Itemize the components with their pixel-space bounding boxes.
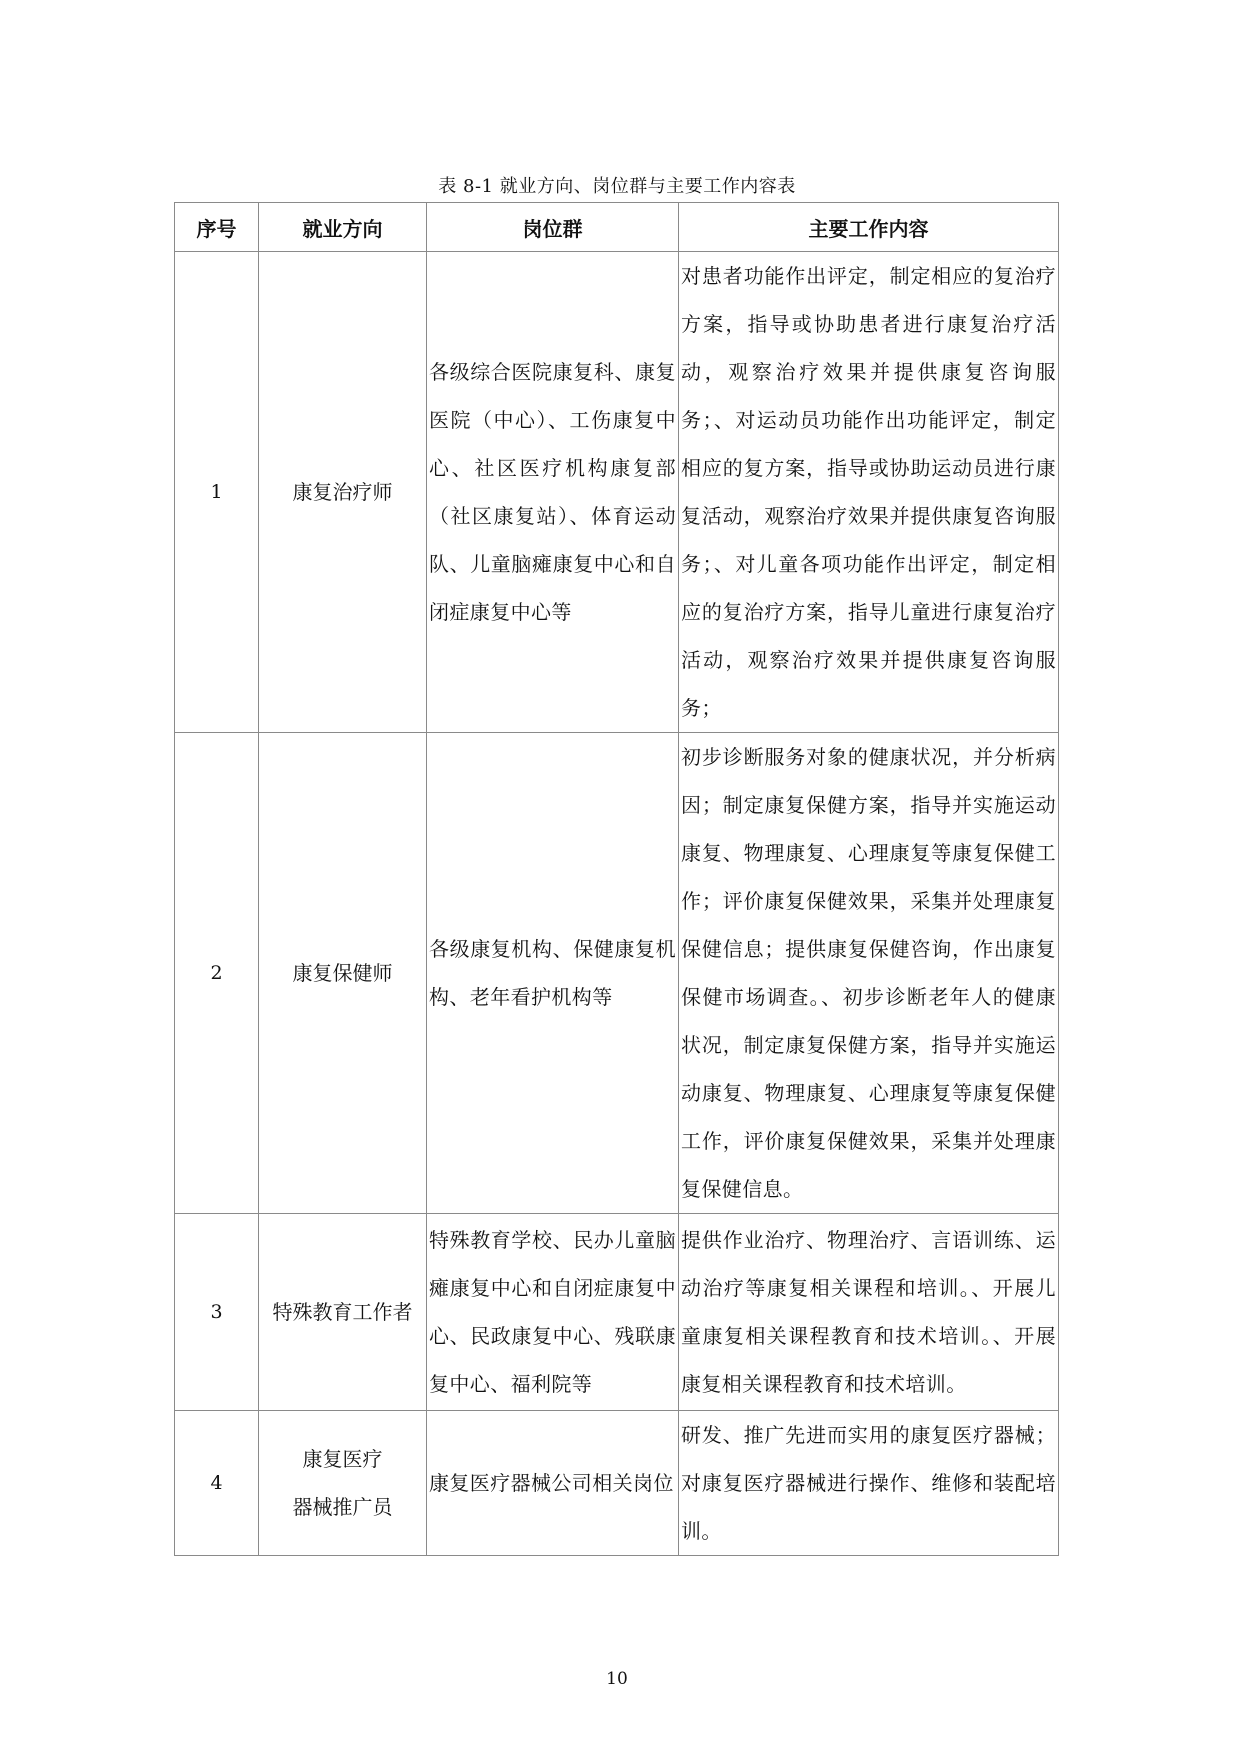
row-direction: [259, 1411, 427, 1556]
table-row: [175, 1214, 1059, 1411]
row-num: 1: [175, 252, 259, 733]
row-group: 特殊教育学校、民办儿童脑瘫康复中心和自闭症康复中心、民政康复中心、残联康复中心、福利院等: [427, 1214, 679, 1411]
row-content: 研发、推广先进而实用的康复医疗器械；对康复医疗器械进行操作、维修和装配培训。: [679, 1411, 1059, 1556]
row-content: 提供作业治疗、物理治疗、言语训练、运动治疗等康复相关课程和培训。、开展儿童康复相关课程教育和技术培训。、开展康复相关课程教育和技术培训。: [679, 1214, 1059, 1411]
row-direction: 康复治疗师: [259, 252, 427, 733]
table-row: [175, 1411, 1059, 1556]
row-content: 初步诊断服务对象的健康状况，并分析病因；制定康复保健方案，指导并实施运动康复、物理康复、心理康复等康复保健工作；评价康复保健效果，采集并处理康复保健信息；提供康复保健咨询，作出康复保健市场调查。、初步诊断老年人的健康状况，制定康复保健方案，指导并实施运动康复、物理康复、心理康复等康复保健工作，评价康复保健效果，采集并处理康复保健信息。: [679, 733, 1059, 1214]
table-row: [175, 252, 1059, 733]
employment-table: [174, 202, 1059, 1556]
header-direction: 就业方向: [259, 203, 427, 252]
row-num: 3: [175, 1214, 259, 1411]
row-direction: 特殊教育工作者: [259, 1214, 427, 1411]
row-direction-line2: 器械推广员: [292, 1495, 393, 1519]
row-group: 各级综合医院康复科、康复医院（中心）、工伤康复中心、社区医疗机构康复部（社区康复站）、体育运动队、儿童脑瘫康复中心和自闭症康复中心等: [427, 252, 679, 733]
page-number: 10: [606, 1669, 628, 1689]
header-row: [175, 203, 1059, 252]
header-content: 主要工作内容: [679, 203, 1059, 252]
row-direction: 康复保健师: [259, 733, 427, 1214]
row-group: 康复医疗器械公司相关岗位: [427, 1411, 679, 1556]
row-group: 各级康复机构、保健康复机构、老年看护机构等: [427, 733, 679, 1214]
header-group: 岗位群: [427, 203, 679, 252]
row-direction-line1: 康复医疗: [302, 1447, 383, 1471]
table-row: [175, 733, 1059, 1214]
row-content: 对患者功能作出评定，制定相应的复治疗方案，指导或协助患者进行康复治疗活动，观察治疗效果并提供康复咨询服务；、对运动员功能作出功能评定，制定相应的复方案，指导或协助运动员进行康复活动，观察治疗效果并提供康复咨询服务；、对儿童各项功能作出评定，制定相应的复治疗方案，指导儿童进行康复治疗活动，观察治疗效果并提供康复咨询服务；: [679, 252, 1059, 733]
row-num: 2: [175, 733, 259, 1214]
row-num: 4: [175, 1411, 259, 1556]
header-num: 序号: [175, 203, 259, 252]
table-caption: 表 8-1 就业方向、岗位群与主要工作内容表: [438, 176, 796, 197]
